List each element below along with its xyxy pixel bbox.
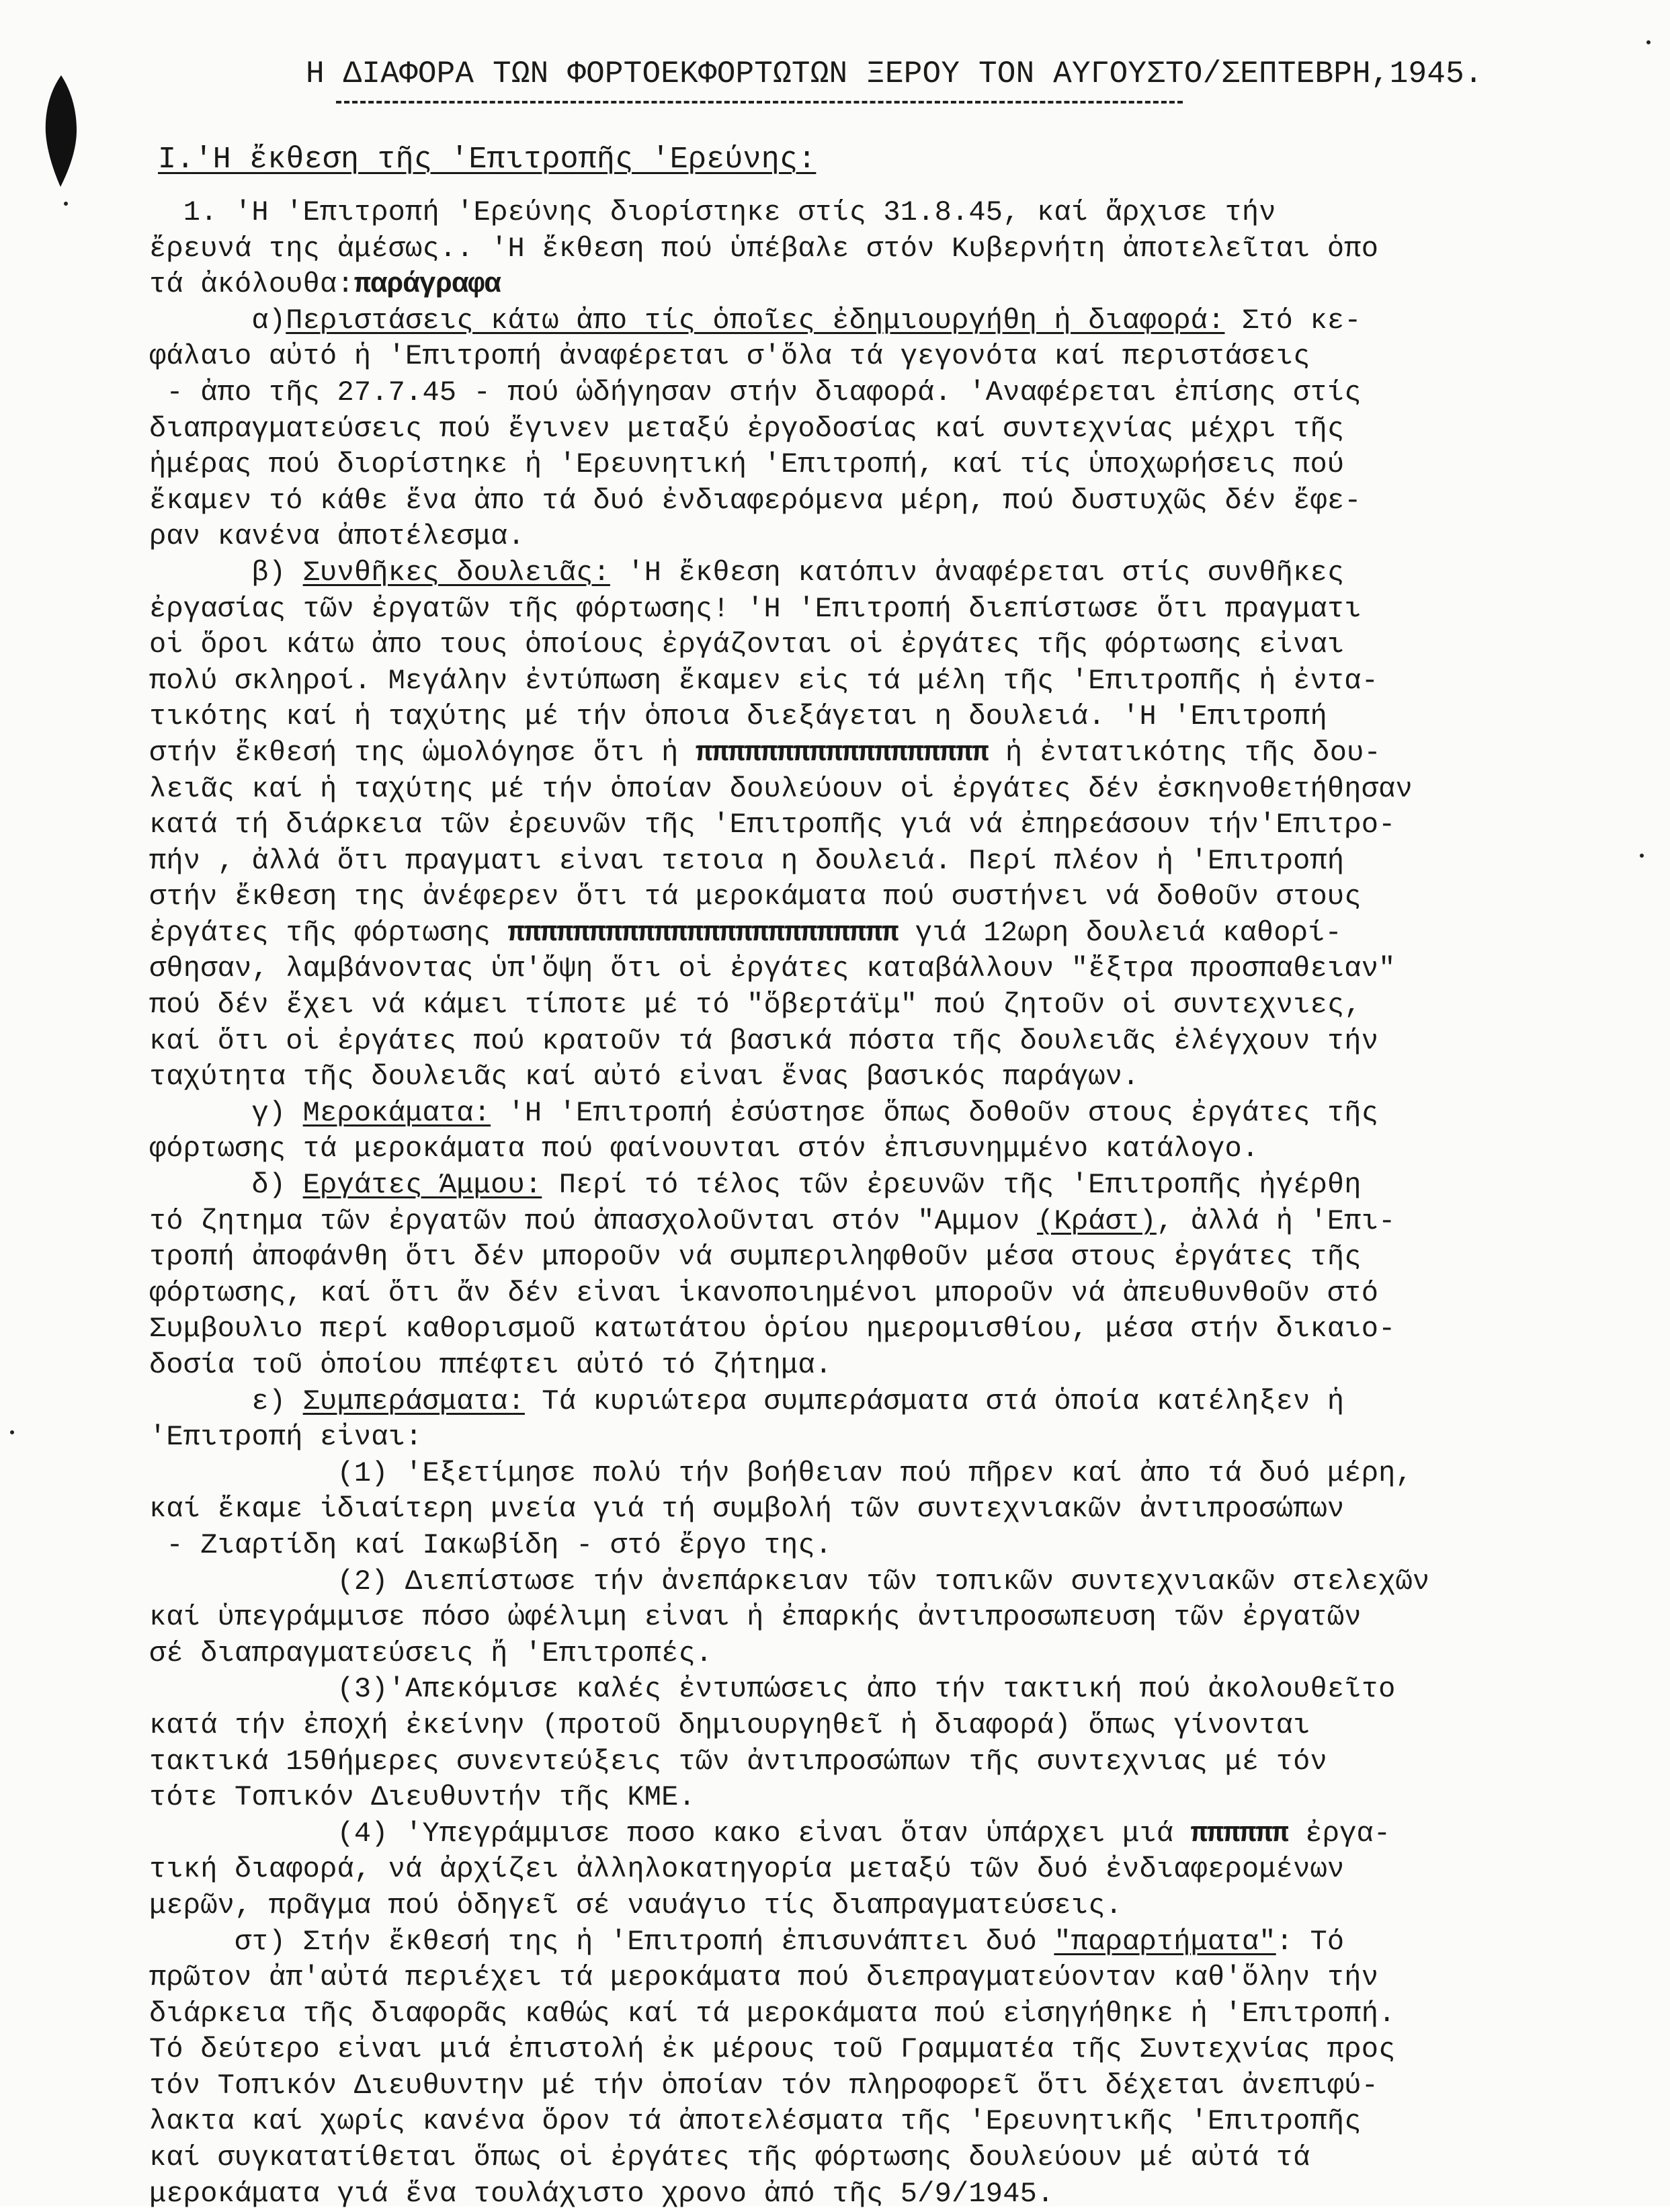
text-line: [149, 1564, 1634, 1600]
line-text: διάρκεια τῆς διαφορᾶς καθώς καί τά μεροκάματα πού εἰσηγήθηκε ἡ 'Επιτροπή.: [149, 1997, 1396, 2030]
line-text: Συμβουλιο περί καθορισμοῦ κατωτάτου ὁρίου ημερομισθίου, μέσα στήν δικαιο-: [149, 1313, 1396, 1346]
text-line: [149, 1420, 1634, 1456]
line-text: τό ζητημα τῶν ἐργατῶν πού ἀπασχολοῦνται στόν "Αμμον: [149, 1204, 1038, 1237]
line-text: τροπή ἀποφάνθη ὅτι δέν μποροῦν νά συμπεριληφθοῦν μέσα στους ἐργάτες τῆς: [149, 1241, 1362, 1274]
text-line: [149, 1888, 1634, 1924]
text-line: [149, 267, 1634, 303]
line-text: πού δέν ἔχει νά κάμει τίποτε μέ τό "ὅβερτάϊμ" πού ζητοῦν οἱ συντεχνιες,: [149, 989, 1362, 1022]
line-text: τακτικά 15θήμερες συνεντεύξεις τῶν ἀντιπροσώπων τῆς συντεχνιας μέ τόν: [149, 1745, 1327, 1778]
line-text: , ἀλλά ἡ 'Επι-: [1156, 1204, 1396, 1237]
line-text: α): [149, 304, 286, 337]
line-text: οἱ ὅροι κάτω ἀπο τους ὁποίους ἐργάζονται οἱ ἐργάτες τῆς φόρτωσης εἰναι: [149, 628, 1345, 661]
text-line: [149, 375, 1634, 411]
line-text: πρῶτον ἀπ'αὐτά περιέχει τά μεροκάματα πού διεπραγματεύονταν καθ'ὅλην τήν: [149, 1961, 1379, 1994]
text-line: [149, 411, 1634, 448]
text-line: [149, 447, 1634, 483]
line-text: (1) 'Εξετίμησε πολύ τήν βοήθειαν πού πῆρεν καί ἀπο τά δυό μέρη,: [149, 1457, 1413, 1489]
line-text: ἐργασίας τῶν ἐργατῶν τῆς φόρτωσης! 'Η 'Επιτροπή διεπίστωσε ὅτι πραγματι: [149, 592, 1362, 625]
line-text: 'Η 'Επιτροπή ἐσύστησε ὅπως δοθοῦν στους ἐργάτες τῆς: [491, 1096, 1379, 1129]
text-line: [149, 1816, 1634, 1852]
text-line: [149, 1131, 1634, 1168]
line-text: (4) 'Υπεγράμμισε ποσο κακο εἰναι ὅταν ὑπάρχει μιά: [149, 1817, 1191, 1850]
text-line: [149, 1491, 1634, 1528]
line-text: ἐργάτες τῆς φόρτωσης: [149, 916, 508, 949]
text-line: [149, 699, 1634, 735]
line-text: : Τό: [1276, 1925, 1345, 1958]
text-line: [149, 2176, 1634, 2212]
text-line: [149, 1996, 1634, 2033]
title-rule: [336, 101, 1183, 104]
text-line: [149, 1852, 1634, 1888]
text-line: [149, 1384, 1634, 1420]
line-text: λακτα καί χωρίς κανένα ὅρον τά ἀποτελέσματα τῆς 'Ερευνητικῆς 'Επιτροπῆς: [149, 2105, 1362, 2138]
line-text: πολύ σκληροί. Μεγάλην ἐντύπωση ἔκαμεν εἰς τά μέλη τῆς 'Επιτροπῆς ἡ ἐντα-: [149, 664, 1379, 697]
line-text: ἡ ἐντατικότης τῆς δου-: [988, 736, 1381, 769]
binder-hole-icon: [40, 74, 82, 188]
text-line: [149, 303, 1634, 339]
line-text: ἔρευνά της ἀμέσως.. 'Η ἔκθεση πού ὑπέβαλε στόν Κυβερνήτη ἀποτελεῖται ὁπο: [149, 232, 1379, 265]
line-text: καί ἔκαμε ἰδιαίτερη μνεία γιά τή συμβολή τῶν συντεχνιακῶν ἀντιπροσώπων: [149, 1493, 1345, 1526]
line-text: τότε Τοπικόν Διευθυντήν τῆς ΚΜΕ.: [149, 1781, 696, 1814]
line-text: φόρτωσης, καί ὅτι ἄν δέν εἰναι ἱκανοποιημένοι μποροῦν νά ἀπευθυνθοῦν στό: [149, 1276, 1379, 1309]
line-text: τικότης καί ἡ ταχύτης μέ τήν ὁποια διεξάγεται η δουλειά. 'Η 'Επιτροπή: [149, 700, 1327, 733]
document-title: Η ΔΙΑΦΟΡΑ ΤΩΝ ΦΟΡΤΟΕΚΦΟΡΤΩΤΩΝ ΞΕΡΟΥ ΤΟΝ ΑΥΓΟΥΣΤΟ/ΣΕΠΤΕΒΡΗ,1945.: [306, 56, 1483, 91]
text-line: [149, 1096, 1634, 1132]
text-line: [149, 1239, 1634, 1276]
text-line: [149, 1924, 1634, 1961]
text-line: [149, 1960, 1634, 1996]
line-text: - ἀπο τῆς 27.7.45 - πού ὡδήγησαν στήν διαφορά. 'Αναφέρεται ἐπίσης στίς: [149, 376, 1362, 409]
line-text: λειᾶς καί ἡ ταχύτης μέ τήν ὁποίαν δουλεύουν οἱ ἐργάτες δέν ἐσκηνοθετήθησαν: [149, 772, 1413, 805]
section-heading: Ι.'Η ἔκθεση τῆς 'Επιτροπῆς 'Ερεύνης:: [158, 142, 817, 177]
underlined-text: (Κράστ): [1037, 1204, 1157, 1237]
line-text: - Ζιαρτίδη καί Ιακωβίδη - στό ἔργο της.: [149, 1528, 833, 1561]
line-text: ἔκαμεν τό κάθε ἕνα ἀπο τά δυό ἐνδιαφερόμενα μέρη, πού δυστυχῶς δέν ἔφε-: [149, 484, 1362, 517]
text-line: [149, 591, 1634, 628]
text-line: [149, 2032, 1634, 2068]
scan-speck: [10, 1430, 14, 1434]
underlined-text: Συμπεράσματα:: [302, 1385, 525, 1418]
text-line: [149, 844, 1634, 880]
underlined-text: Εργάτες Άμμου:: [302, 1169, 542, 1202]
underlined-text: Μεροκάματα:: [302, 1096, 491, 1129]
overtyped-text: ππππππππππππππππππππππππ: [507, 916, 899, 949]
text-line: [149, 555, 1634, 591]
line-text: καί ὅτι οἱ ἐργάτες πού κρατοῦν τά βασικά πόστα τῆς δουλειᾶς ἐλέγχουν τήν: [149, 1024, 1379, 1057]
line-text: ραν κανένα ἀποτέλεσμα.: [149, 520, 525, 553]
line-text: 1. 'Η 'Επιτροπή 'Ερεύνης διορίστηκε στίς 31.8.45, καί ἄρχισε τήν: [149, 196, 1276, 229]
text-line: [149, 1600, 1634, 1636]
line-text: Στό κε-: [1224, 304, 1362, 337]
underlined-text: Περιστάσεις κάτω ἀπο τίς ὁποῖες ἐδημιουργήθη ἡ διαφορά:: [286, 304, 1225, 337]
line-text: πήν , ἀλλά ὅτι πραγματι εἰναι τετοια η δουλειά. Περί πλέον ἡ 'Επιτροπή: [149, 844, 1345, 877]
text-line: [149, 1311, 1634, 1348]
underlined-text: Συνθῆκες δουλειᾶς:: [302, 556, 610, 589]
line-text: Τά κυριώτερα συμπεράσματα στά ὁποία κατέληξεν ἡ: [524, 1385, 1345, 1418]
line-text: β): [149, 556, 303, 589]
text-line: [149, 2104, 1634, 2140]
text-line: [149, 1780, 1634, 1816]
line-text: ἡμέρας πού διορίστηκε ἡ 'Ερευνητική 'Επιτροπή, καί τίς ὑποχωρήσεις πού: [149, 448, 1345, 481]
line-text: δ): [149, 1169, 303, 1202]
text-line: [149, 915, 1634, 952]
line-text: γ): [149, 1096, 303, 1129]
text-line: [149, 2068, 1634, 2104]
text-line: [149, 1456, 1634, 1492]
line-text: ε): [149, 1385, 303, 1418]
line-text: κατά τή διάρκεια τῶν ἐρευνῶν τῆς 'Επιτροπῆς γιά νά ἐπηρεάσουν τήν'Επιτρο-: [149, 809, 1396, 842]
scan-speck: [1640, 854, 1644, 858]
text-line: [149, 1636, 1634, 1672]
underlined-text: "παραρτήματα": [1054, 1925, 1276, 1958]
line-text: Τό δεύτερο εἰναι μιά ἐπιστολή ἐκ μέρους τοῦ Γραμματέα τῆς Συντεχνίας προς: [149, 2033, 1396, 2066]
text-line: [149, 1744, 1634, 1780]
line-text: ἐργα-: [1288, 1817, 1391, 1850]
text-line: [149, 1204, 1634, 1240]
text-line: [149, 735, 1634, 772]
line-text: τόν Τοπικόν Διευθυντην μέ τήν ὁποίαν τόν πληροφορεῖ ὅτι δέχεται ἀνεπιφύ-: [149, 2069, 1379, 2102]
overtyped-text: ππππππππππππππππππ: [695, 736, 989, 769]
text-line: [149, 951, 1634, 987]
text-line: [149, 2140, 1634, 2176]
overtyped-text: ππππππ: [1190, 1817, 1288, 1850]
document-body: [149, 195, 1634, 2212]
text-line: [149, 339, 1634, 375]
text-line: [149, 663, 1634, 700]
text-line: [149, 1672, 1634, 1708]
line-text: κατά τήν ἐποχή ἐκείνην (προτοῦ δημιουργηθεῖ ἡ διαφορά) ὅπως γίνονται: [149, 1709, 1310, 1742]
line-text: στ) Στήν ἔκθεσή της ἡ 'Επιτροπή ἐπισυνάπτει δυό: [149, 1925, 1054, 1958]
text-line: [149, 772, 1634, 808]
line-text: Περί τό τέλος τῶν ἐρευνῶν τῆς 'Επιτροπῆς ἠγέρθη: [542, 1169, 1362, 1202]
line-text: στήν ἔκθεσή της ὡμολόγησε ὅτι ἡ: [149, 736, 696, 769]
line-text: 'Η ἔκθεση κατόπιν ἀναφέρεται στίς συνθῆκες: [610, 556, 1345, 589]
text-line: [149, 1528, 1634, 1564]
line-text: στήν ἔκθεση της ἀνέφερεν ὅτι τά μεροκάματα πού συστήνει νά δοθοῦν στους: [149, 880, 1362, 913]
text-line: [149, 231, 1634, 268]
text-line: [149, 1168, 1634, 1204]
line-text: φόρτωσης τά μεροκάματα πού φαίνουνται στόν ἐπισυνημμένο κατάλογο.: [149, 1133, 1259, 1165]
line-text: τική διαφορά, νά ἀρχίζει ἀλληλοκατηγορία μεταξύ τῶν δυό ἐνδιαφερομένων: [149, 1853, 1345, 1886]
line-text: (3)'Απεκόμισε καλές ἐντυπώσεις ἀπο τήν τακτική πού ἀκολουθεῖτο: [149, 1673, 1396, 1706]
line-text: ταχύτητα τῆς δουλειᾶς καί αὐτό εἰναι ἕνας βασικός παράγων.: [149, 1061, 1140, 1094]
line-text: δοσία τοῦ ὁποίου ππέφτει αὐτό τό ζήτημα.: [149, 1349, 833, 1381]
overtyped-text: παράγραφα: [353, 268, 501, 301]
scan-speck: [1646, 40, 1651, 44]
text-line: [149, 1348, 1634, 1384]
text-line: [149, 195, 1634, 231]
text-line: [149, 1059, 1634, 1096]
line-text: καί συγκατατίθεται ὅπως οἱ ἐργάτες τῆς φόρτωσης δουλεύουν μέ αὐτά τά: [149, 2141, 1310, 2174]
line-text: γιά 12ωρη δουλειά καθορί-: [898, 916, 1342, 949]
line-text: μερῶν, πρᾶγμα πού ὁδηγεῖ σέ ναυάγιο τίς διαπραγματεύσεις.: [149, 1889, 1123, 1922]
line-text: διαπραγματεύσεις πού ἔγινεν μεταξύ ἐργοδοσίας καί συντεχνίας μέχρι τῆς: [149, 412, 1345, 445]
text-line: [149, 807, 1634, 844]
line-text: φάλαιο αὐτό ἡ 'Επιτροπή ἀναφέρεται σ'ὅλα τά γεγονότα καί περιστάσεις: [149, 340, 1310, 373]
text-line: [149, 879, 1634, 915]
text-line: [149, 1708, 1634, 1744]
text-line: [149, 987, 1634, 1024]
line-text: καί ὑπεγράμμισε πόσο ὠφέλιμη εἰναι ἡ ἐπαρκής ἀντιπροσωπευση τῶν ἐργατῶν: [149, 1601, 1362, 1634]
text-line: [149, 1276, 1634, 1312]
text-line: [149, 519, 1634, 555]
line-text: τά ἀκόλουθα:: [149, 268, 354, 301]
line-text: (2) Διεπίστωσε τήν ἀνεπάρκειαν τῶν τοπικῶν συντεχνιακῶν στελεχῶν: [149, 1565, 1430, 1598]
line-text: μεροκάματα γιά ἕνα τουλάχιστο χρονο ἀπό τῆς 5/9/1945.: [149, 2177, 1054, 2210]
text-line: [149, 627, 1634, 663]
text-line: [149, 483, 1634, 520]
scan-speck: [64, 202, 68, 206]
line-text: σέ διαπραγματεύσεις ἤ 'Επιτροπές.: [149, 1637, 713, 1670]
line-text: σθησαν, λαμβάνοντας ὑπ'ὄψη ὅτι οἱ ἐργάτες καταβάλλουν "ἔξτρα προσπαθειαν": [149, 952, 1396, 985]
text-line: [149, 1024, 1634, 1060]
line-text: 'Επιτροπή εἰναι:: [149, 1421, 423, 1454]
